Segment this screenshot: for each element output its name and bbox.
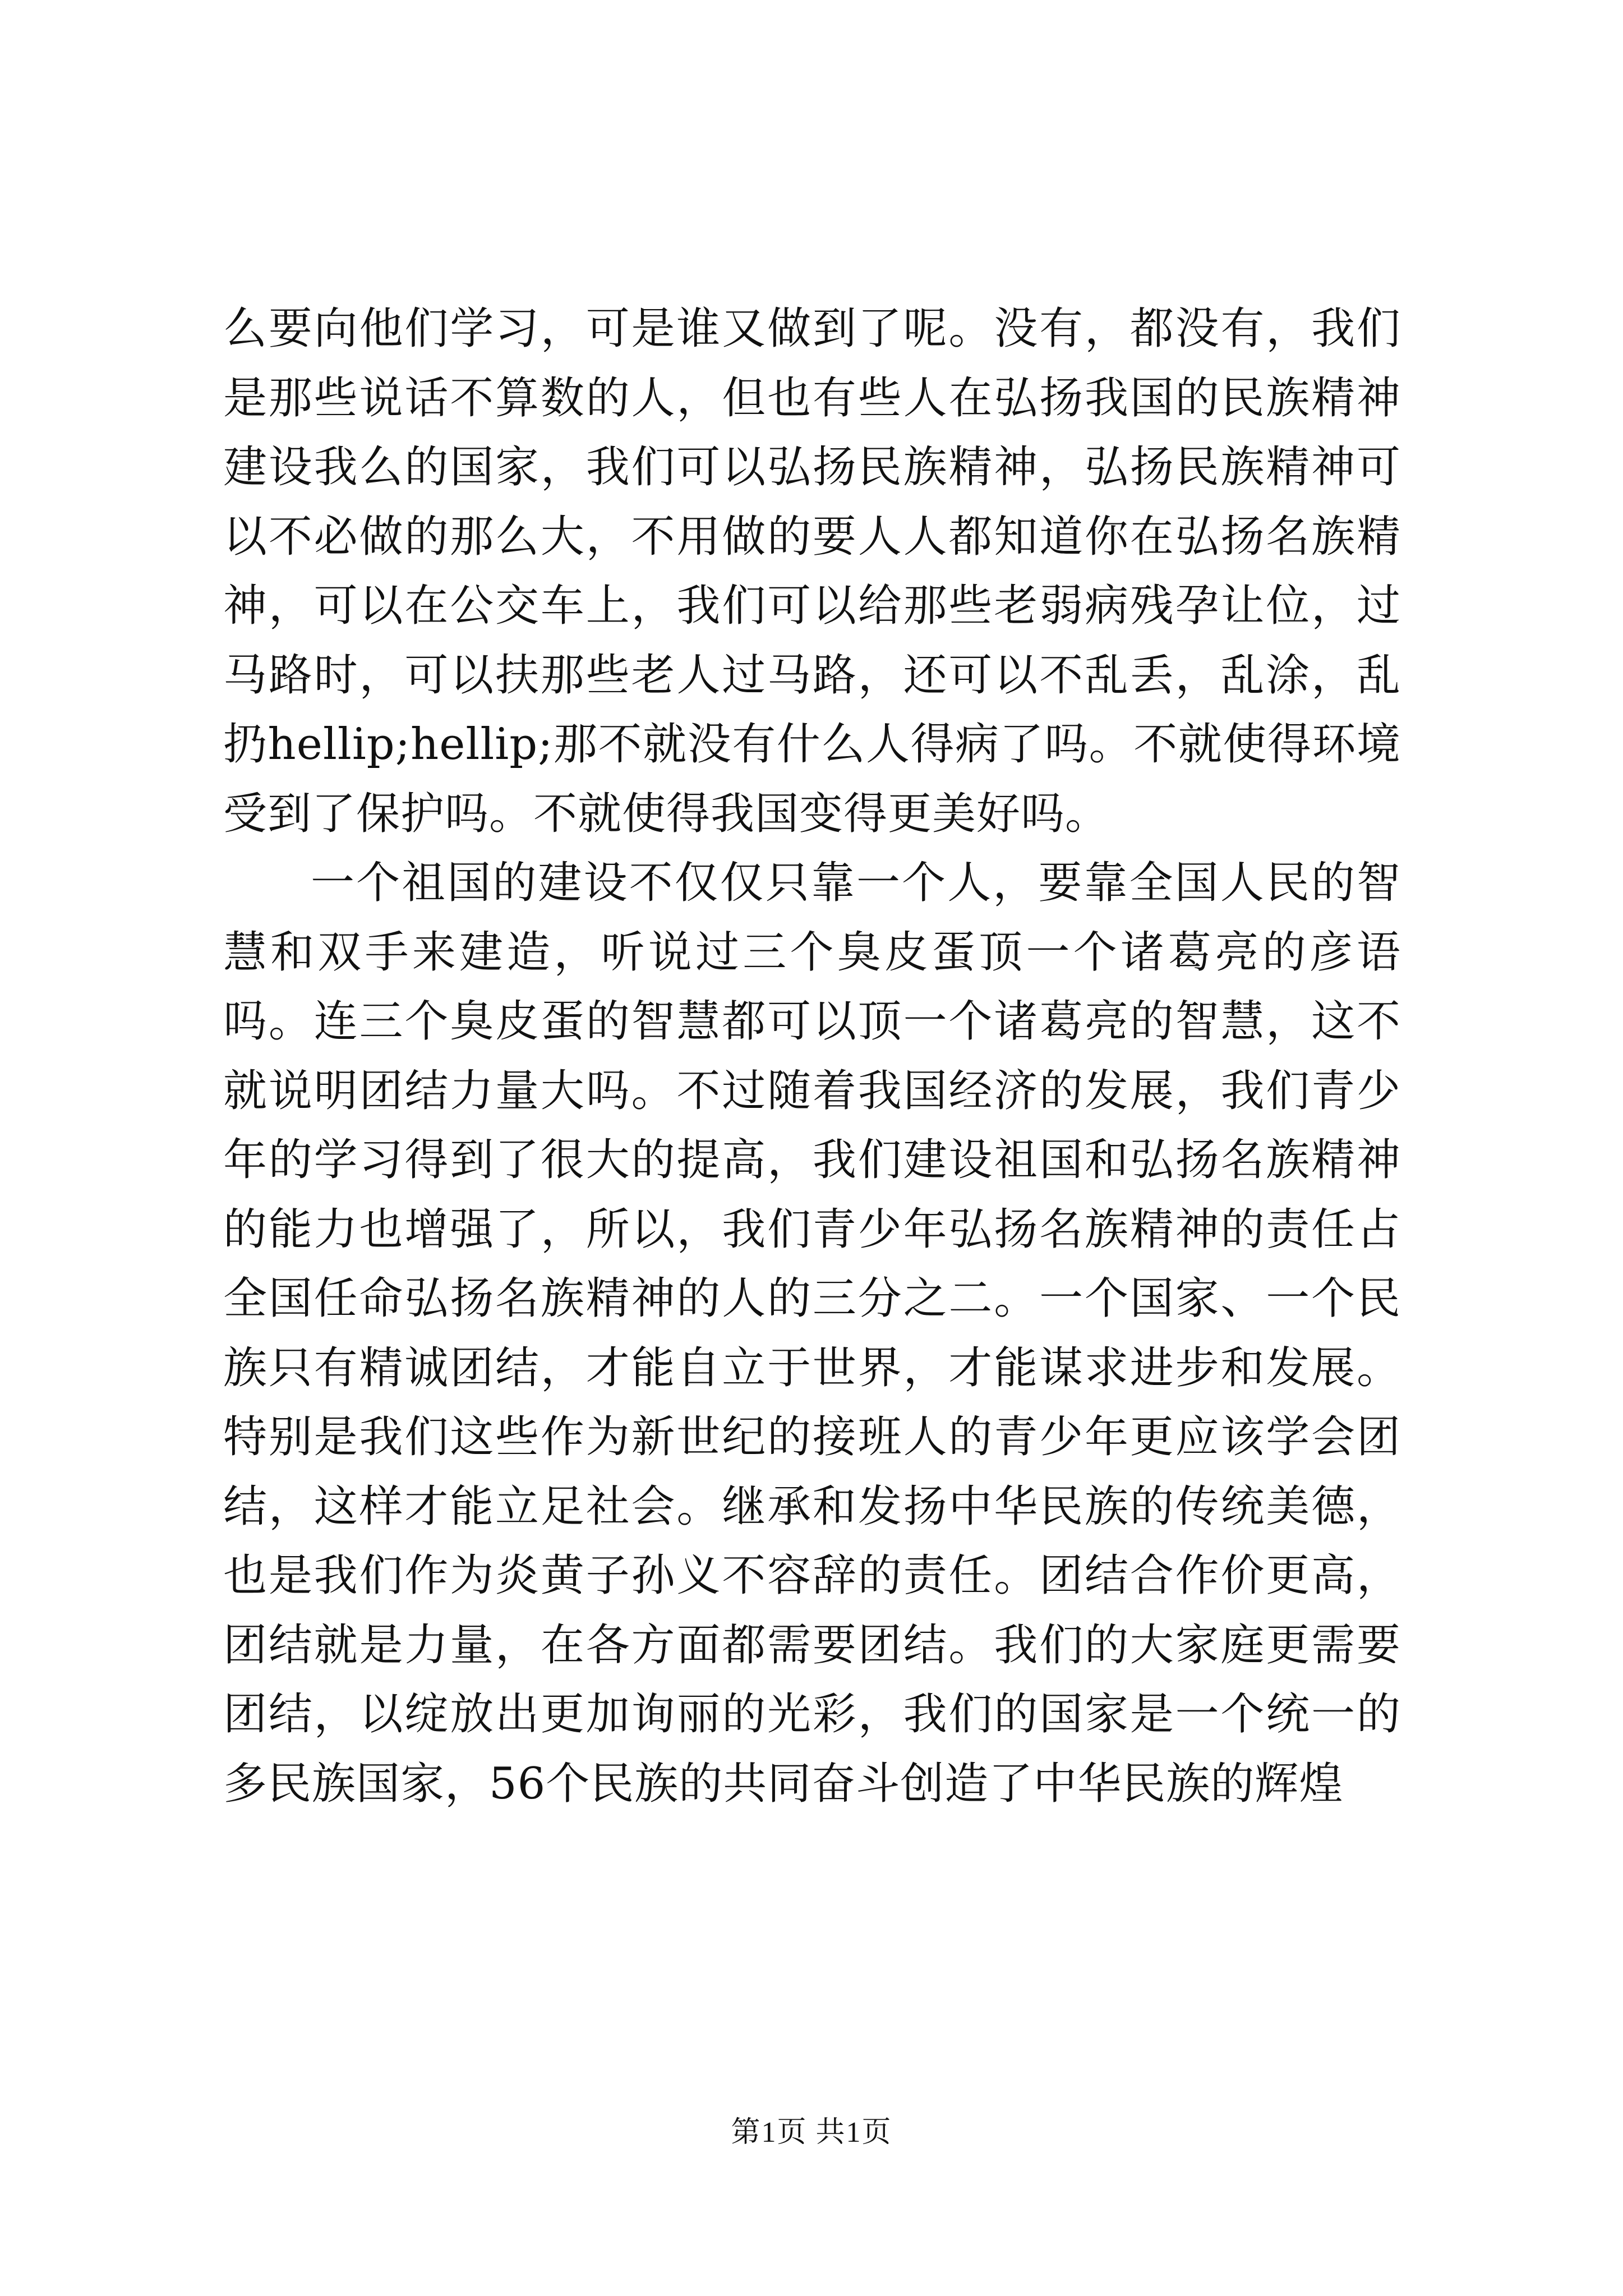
paragraph-1: 么要向他们学习，可是谁又做到了呢。没有，都没有，我们是那些说话不算数的人，但也有些人在弘扬我国的民族精神建设我么的国家，我们可以弘扬民族精神，弘扬民族精神可以不必做的那么大，不用做的要人人都知道你在弘扬名族精神，可以在公交车上，我们可以给那些老弱病残孕让位，过马路时，可以扶那些老人过马路，还可以不乱丢，乱涂，乱扔hellip;hellip;那不就没有什么人得病了吗。不就使得环境受到了保护吗。不就使得我国变得更美好吗。 (223, 303, 1401, 839)
document-body (223, 295, 1401, 1819)
page-number-footer: 第1页 共1页 (731, 2116, 892, 2148)
paragraph-2: 一个祖国的建设不仅仅只靠一个人，要靠全国人民的智慧和双手来建造，听说过三个臭皮蛋顶一个诸葛亮的彦语吗。连三个臭皮蛋的智慧都可以顶一个诸葛亮的智慧，这不就说明团结力量大吗。不过随着我国经济的发展，我们青少年的学习得到了很大的提高，我们建设祖国和弘扬名族精神的能力也增强了，所以，我们青少年弘扬名族精神的责任占全国任命弘扬名族精神的人的三分之二。一个国家、一个民族只有精诚团结，才能自立于世界，才能谋求进步和发展。特别是我们这些作为新世纪的接班人的青少年更应该学会团结，这样才能立足社会。继承和发扬中华民族的传统美德，也是我们作为炎黄子孙义不容辞的责任。团结合作价更高，团结就是力量，在各方面都需要团结。我们的大家庭更需要团结，以绽放出更加询丽的光彩，我们的国家是一个统一的多民族国家，56个民族的共同奋斗创造了中华民族的辉煌 (223, 858, 1401, 1809)
